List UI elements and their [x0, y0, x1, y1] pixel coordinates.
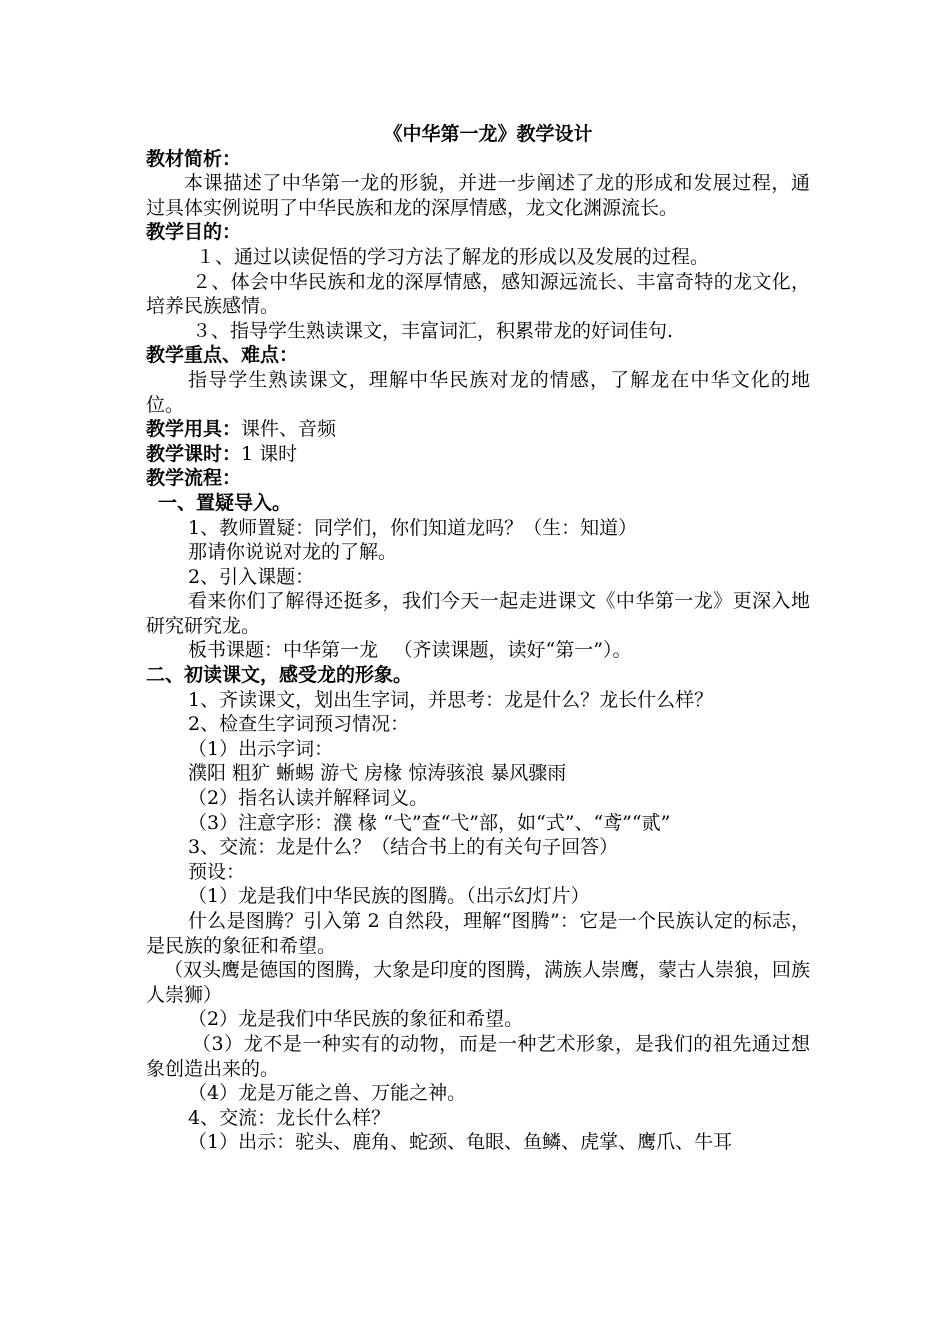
tools-line: [146, 417, 810, 442]
hours-line: [146, 442, 810, 467]
part2-line-10: 什么是图腾？引入第 2 自然段，理解“图腾”：它是一个民族认定的标志，是民族的象征和希望。: [146, 910, 810, 957]
part1-line-2: 那请你说说对龙的了解。: [188, 541, 398, 564]
goal-2: ２、体会中华民族和龙的深厚情感，感知源远流长、丰富奇特的龙文化，培养民族感情。: [146, 270, 810, 318]
hours-heading: 教学课时：: [146, 442, 242, 465]
part2-line-14: （4）龙是万能之兽、万能之神。: [188, 1082, 467, 1105]
tools-text: 课件、音频: [241, 418, 337, 441]
part2-line-2: 2、检查生字词预习情况：: [188, 713, 410, 736]
part2-heading: 二、初读课文，感受龙的形象。: [146, 664, 413, 687]
part1-line-5: 板书课题：中华第一龙 （齐读课题，读好“第一”）。: [188, 639, 632, 662]
part1-heading: 一、置疑导入。: [158, 491, 292, 514]
goals-heading: 教学目的：: [146, 221, 242, 244]
hours-text: 1 课时: [241, 442, 298, 465]
part1-line-4: 看来你们了解得还挺多，我们今天一起走进课文《中华第一龙》更深入地研究研究龙。: [146, 590, 810, 637]
part1-line-3: 2、引入课题：: [188, 565, 315, 588]
analysis-text: 本课描述了中华第一龙的形貌，并进一步阐述了龙的形成和发展过程，通过具体实例说明了中华民族和龙的深厚情感，龙文化渊源流长。: [146, 172, 810, 219]
part2-line-7: 3、交流：龙是什么？（结合书上的有关句子回答）: [188, 836, 619, 859]
analysis-heading: 教材简析：: [146, 147, 242, 170]
process-heading: 教学流程：: [146, 467, 242, 490]
part2-word-list: 濮阳 粗犷 蜥蜴 游弋 房椽 惊涛骇浪 暴风骤雨: [188, 762, 567, 785]
part2-line-16: （1）出示：驼头、鹿角、蛇颈、龟眼、鱼鳞、虎掌、鹰爪、牛耳: [188, 1131, 733, 1154]
part2-line-5: （2）指名认读并解释词义。: [188, 787, 429, 810]
part2-line-3: （1）出示字词：: [188, 737, 334, 760]
tools-heading: 教学用具：: [146, 418, 242, 441]
part2-line-13: （3）龙不是一种实有的动物，而是一种艺术形象，是我们的祖先通过想象创造出来的。: [146, 1032, 810, 1080]
part2-line-8: 预设：: [188, 860, 246, 883]
part2-line-9: （1）龙是我们中华民族的图腾。（出示幻灯片）: [188, 885, 590, 908]
part2-line-6: （3）注意字形：濮 椽 “弋”查“弋”部，如“式”、“鸢”“贰”: [188, 811, 671, 834]
part2-line-15: 4、交流：龙长什么样？: [188, 1106, 391, 1129]
goal-1: １、通过以读促悟的学习方法了解龙的形成以及发展的过程。: [196, 245, 710, 268]
document-page: [146, 122, 810, 1155]
part2-line-12: （2）龙是我们中华民族的象征和希望。: [188, 1008, 524, 1031]
keypoints-text: 指导学生熟读课文，理解中华民族对龙的情感，了解龙在中华文化的地位。: [146, 368, 810, 416]
part2-line-1: 1、齐读课文，划出生字词，并思考：龙是什么？龙长什么样？: [188, 688, 714, 711]
goal-3: ３、指导学生熟读课文，丰富词汇，积累带龙的好词佳句.: [192, 319, 674, 342]
part2-line-11: （双头鹰是德国的图腾，大象是印度的图腾，满族人崇鹰，蒙古人崇狼，回族人崇狮）: [146, 959, 811, 1006]
document-title: 《中华第一龙》教学设计: [383, 123, 593, 145]
part1-line-1: 1、教师置疑：同学们，你们知道龙吗？（生：知道）: [188, 516, 638, 539]
keypoints-heading: 教学重点、难点：: [146, 344, 299, 367]
